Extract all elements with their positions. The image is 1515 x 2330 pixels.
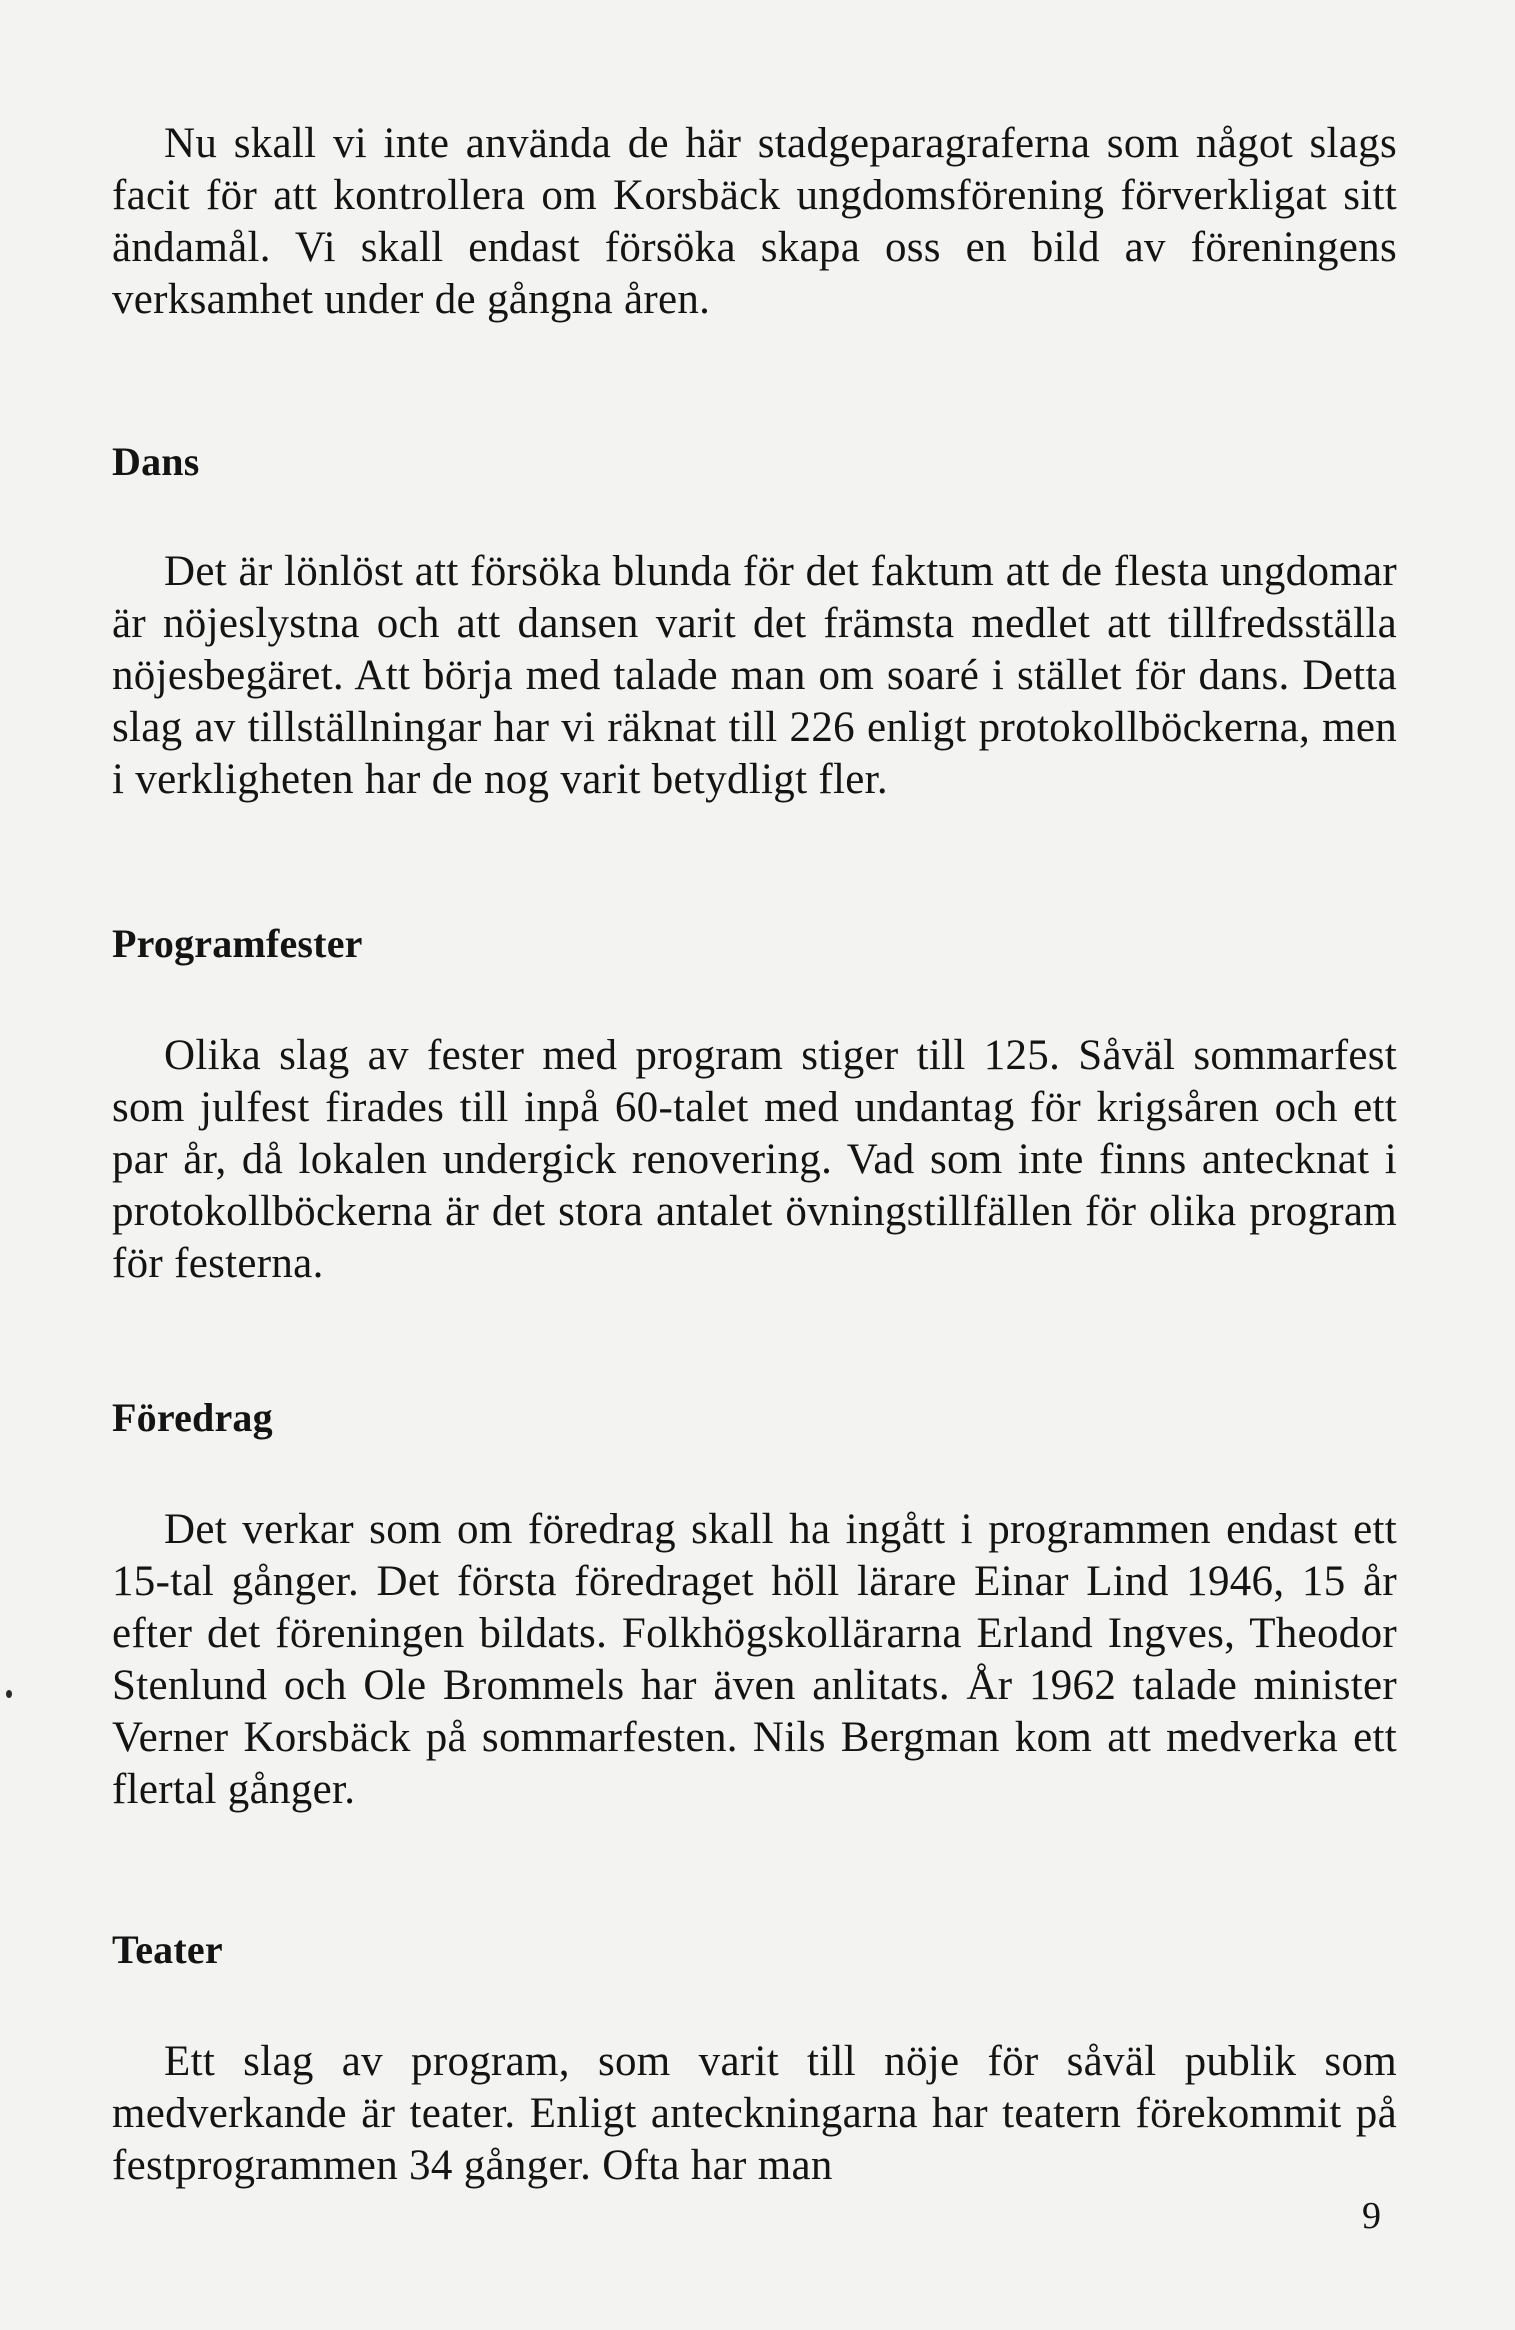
heading-programfester: Programfester	[112, 921, 363, 966]
print-speck	[6, 1690, 12, 1698]
dans-paragraph: Det är lönlöst att försöka blunda för det faktum att de flesta ungdomar är nöjeslystna och att dansen varit det främsta medlet att tillfredsställa nöjesbegäret. Att börja med talade man om soaré i stället för dans. Detta slag av tillställningar har vi räknat till 226 enligt protokollböckerna, men i verkligheten har de nog varit betydligt fler.	[112, 548, 1397, 803]
heading-foredrag: Föredrag	[112, 1395, 273, 1440]
intro-paragraph: Nu skall vi inte använda de här stadgeparagraferna som något slags facit för att kontrollera om Korsbäck ungdomsförening förverkligat sitt ändamål. Vi skall endast försöka skapa oss en bild av föreningens verksamhet under de gångna åren.	[112, 120, 1397, 323]
foredrag-paragraph: Det verkar som om föredrag skall ha ingått i programmen endast ett 15-tal gånger. Det första föredraget höll lärare Einar Lind 1946, 15 år efter det föreningen bildats. Folkhögskollärarna Erland Ingves, Theodor Stenlund och Ole Brommels har även anlitats. År 1962 talade minister Verner Korsbäck på sommarfesten. Nils Bergman kom att medverka ett flertal gånger.	[112, 1506, 1397, 1813]
programfester-paragraph: Olika slag av fester med program stiger till 125. Såväl sommarfest som julfest firades till inpå 60-talet med undantag för krigsåren och ett par år, då lokalen undergick renovering. Vad som inte finns antecknat i protokollböckerna är det stora antalet övningstillfällen för olika program för festerna.	[112, 1032, 1397, 1287]
page-number: 9	[1362, 2195, 1381, 2237]
teater-paragraph: Ett slag av program, som varit till nöje för såväl publik som medverkande är teater. Enligt anteckningarna har teatern förekommit på festprogrammen 34 gånger. Ofta har man	[112, 2038, 1397, 2189]
heading-teater: Teater	[112, 1927, 223, 1972]
heading-dans: Dans	[112, 439, 200, 484]
